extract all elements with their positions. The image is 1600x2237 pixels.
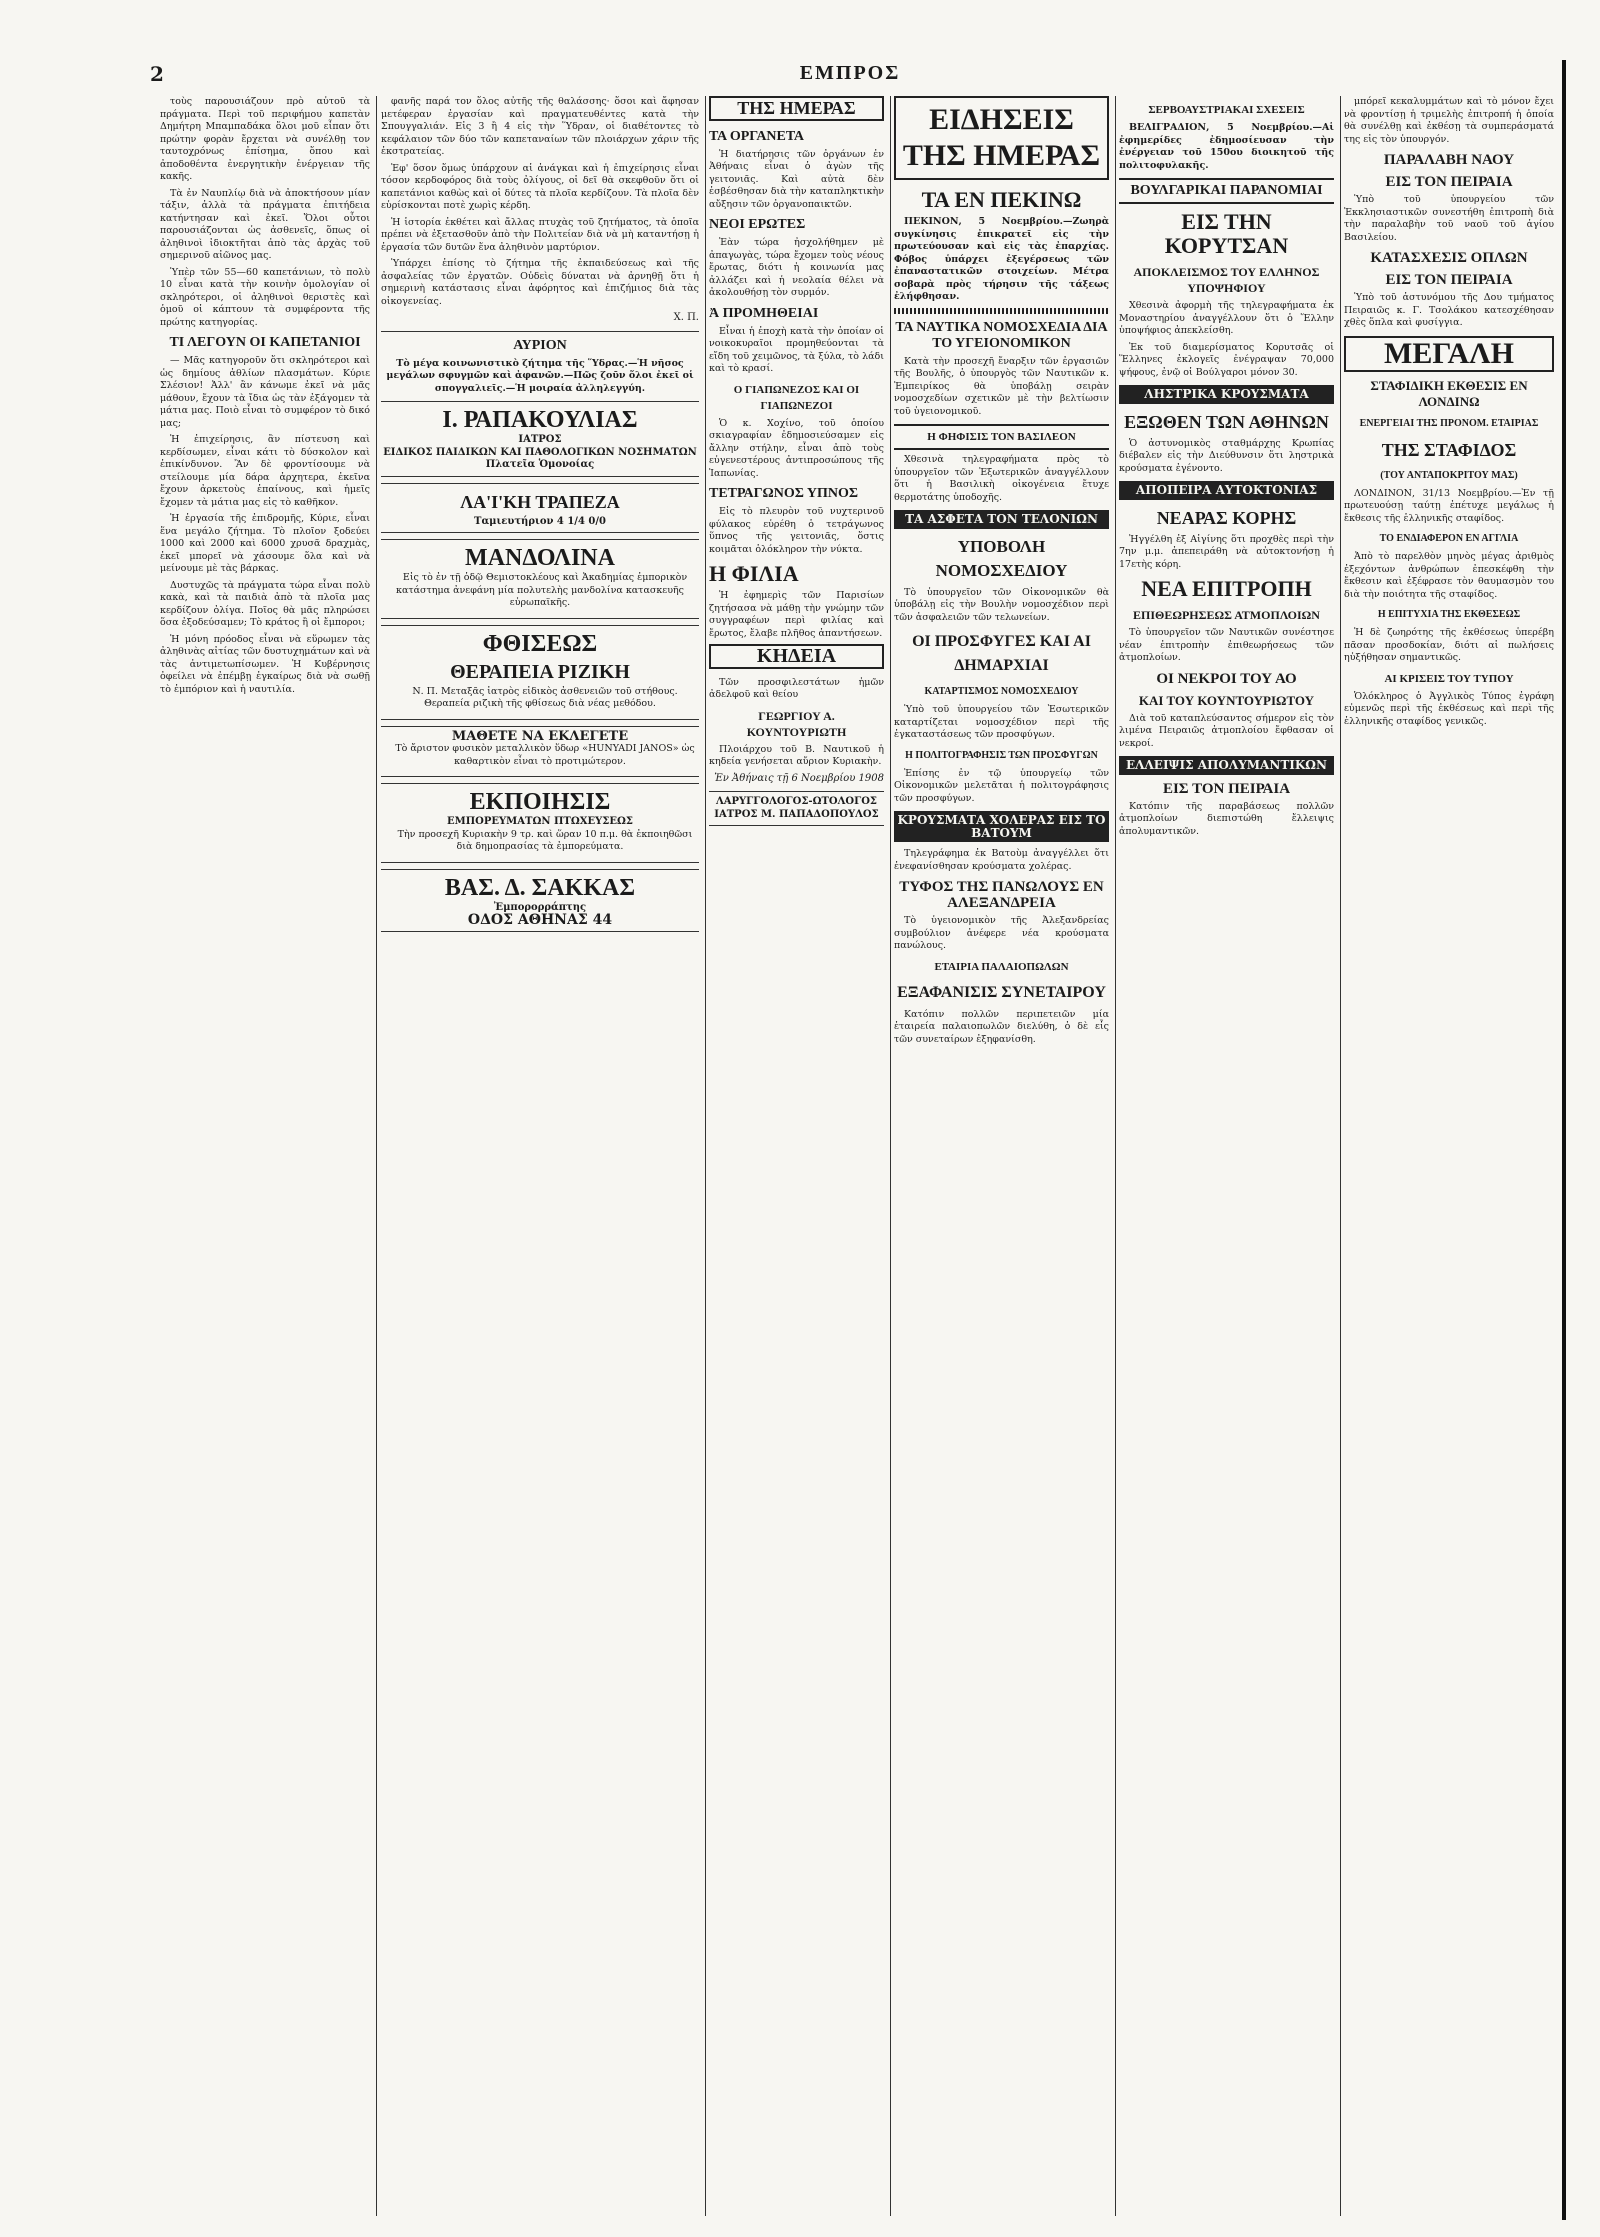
section-subheading: ΑΠΟΚΛΕΙΣΜΟΣ ΤΟΥ ΕΛΛΗΝΟΣ ΥΠΟΨΗΦΙΟΥ bbox=[1133, 265, 1320, 295]
ad-title: ΜΑΝΔΟΛΙΝΑ bbox=[465, 545, 615, 571]
paragraph: Ὑπὸ τοῦ ἀστυνόμου τῆς Δου τμήματος Πειραιῶς κ. Γ. Τσολάκου κατεσχέθησαν χθὲς ὅπλα καὶ φυσίγγια. bbox=[1344, 292, 1554, 328]
section-subheading: ΕΞΑΦΑΝΙΣΙΣ ΣΥΝΕΤΑΙΡΟΥ bbox=[897, 983, 1106, 1001]
section-heading: ΤΥΦΟΣ ΤΗΣ ΠΑΝΩΛΟΥΣ ΕΝ ΑΛΕΞΑΝΔΡΕΙΑ bbox=[899, 879, 1104, 911]
section-subheading: ΕΝΕΡΓΕΙΑΙ ΤΗΣ ΠΡΟΝΟΜ. ΕΤΑΙΡΙΑΣ bbox=[1359, 417, 1539, 429]
section-subheading: ΝΕΑΡΑΣ ΚΟΡΗΣ bbox=[1156, 507, 1297, 528]
section-heading: ΒΟΥΛΓΑΡΙΚΑΙ ΠΑΡΑΝΟΜΙΑΙ bbox=[1119, 178, 1334, 204]
advertisement bbox=[381, 783, 699, 863]
section-banner: ΤΗΣ ΗΜΕΡΑΣ bbox=[709, 96, 884, 121]
column-6 bbox=[1344, 96, 1554, 2216]
section-subheading: ΕΙΣ ΤΗΝ ΚΟΡΥΤΣΑΝ bbox=[1164, 209, 1289, 258]
paragraph: Ὑπὲρ τῶν 55—60 καπετάνιων, τὸ πολὺ 10 εἶναι κατὰ τὴν κοινὴν ὁμολογίαν οἱ σκληρότεροι, οἱ ἀληθινοὶ θεριστὲς καὶ ὁμοῦ οἱ κάπτουν τὰ συμφέροντα τῆς πρώτης κατηγορίας. bbox=[160, 266, 370, 328]
paragraph: Τηλεγράφημα ἐκ Βατοὺμ ἀναγγέλλει ὅτι ἐνεφανίσθησαν κρούσματα χολέρας. bbox=[894, 848, 1109, 872]
section-heading: ΟΙ ΠΡΟΣΦΥΓΕΣ ΚΑΙ ΑΙ ΔΗΜΑΡΧΙΑΙ bbox=[912, 633, 1091, 674]
ad-line: ΟΔΟΣ ΑΘΗΝΑΣ 44 bbox=[467, 912, 613, 928]
column-3 bbox=[709, 96, 891, 2216]
divider bbox=[894, 308, 1109, 314]
paragraph: Εἰς τὸ πλευρὸν τοῦ νυχτερινοῦ φύλακος εὑρέθη ὁ τετράγωνος ὕπνος τῆς γειτονιᾶς, ὅστις κοιμᾶται ὁλόκληρον τὴν νύκτα. bbox=[709, 506, 884, 555]
ad-subtitle: ΘΕΡΑΠΕΙΑ ΡΙΖΙΚΗ bbox=[450, 660, 630, 683]
section-heading: ΕΛΛΕΙΨΙΣ ΑΠΟΛΥΜΑΝΤΙΚΩΝ bbox=[1119, 756, 1334, 775]
paragraph: ΒΕΛΙΓΡΑΔΙΟΝ, 5 Νοεμβρίου.—Αἱ ἐφημερίδες ἐδημοσίευσαν τὴν ἐνέργειαν τοῦ 150ου διοικητοῦ τῆς πολιτοφυλακῆς. bbox=[1119, 122, 1334, 171]
section-heading: ΟΙ ΝΕΚΡΟΙ ΤΟΥ ΑΟ bbox=[1156, 670, 1297, 687]
section-heading: ΛΗΣΤΡΙΚΑ ΚΡΟΥΣΜΑΤΑ bbox=[1119, 385, 1334, 404]
section-heading: ΤΟ ΕΝΔΙΑΦΕΡΟΝ ΕΝ ΑΓΓΛΙΑ bbox=[1379, 533, 1519, 544]
section-heading: ΣΕΡΒΟΑΥΣΤΡΙΑΚΑΙ ΣΧΕΣΕΙΣ bbox=[1148, 104, 1305, 116]
deceased-name: ΓΕΩΡΓΙΟΥ Α. ΚΟΥΝΤΟΥΡΙΩΤΗ bbox=[746, 708, 847, 739]
section-subheading: ΤΗΣ ΣΤΑΦΙΔΟΣ bbox=[1381, 439, 1517, 460]
section-heading: Ο ΓΙΑΠΩΝΕΖΟΣ ΚΑΙ ΟΙ ΓΙΑΠΩΝΕΖΟΙ bbox=[733, 383, 860, 412]
section-heading: ΑΠΟΠΕΙΡΑ ΑΥΤΟΚΤΟΝΙΑΣ bbox=[1119, 481, 1334, 500]
section-heading: ΤΑ ΕΝ ΠΕΚΙΝΩ bbox=[921, 187, 1082, 212]
ad-line: ΕΙΔΙΚΟΣ ΠΑΙΔΙΚΩΝ ΚΑΙ ΠΑΘΟΛΟΓΙΚΩΝ ΝΟΣΗΜΑΤΩΝ bbox=[383, 446, 697, 458]
advertisement bbox=[381, 401, 699, 477]
news-banner: ΕΙΔΗΣΕΙΣ ΤΗΣ ΗΜΕΡΑΣ bbox=[894, 96, 1109, 180]
paragraph: Πλοιάρχου τοῦ Β. Ναυτικοῦ ἡ κηδεία γενήσεται αὔριον Κυριακὴν. bbox=[709, 743, 884, 767]
paragraph: Τὸ ὑπουργεῖον τῶν Ναυτικῶν συνέστησε νέαν ἐπιτροπὴν ἐπιθεωρήσεως τῶν ἀτμοπλοίων. bbox=[1119, 627, 1334, 663]
paragraph: Ὑπὸ τοῦ ὑπουργείου τῶν Ἐκκλησιαστικῶν συνεστήθη ἐπιτροπὴ διὰ τὴν παραλαβὴν τοῦ ναοῦ τοῦ ἁγίου Βασιλείου. bbox=[1344, 194, 1554, 243]
section-subheading: ΣΤΑΦΙΔΙΚΗ ΕΚΘΕΣΙΣ ΕΝ ΛΟΝΔΙΝΩ bbox=[1370, 377, 1528, 409]
paragraph: Κατόπιν τῆς παραβάσεως πολλῶν ἀτμοπλοίων διεπιστώθη ἔλλειψις ἀπολυμαντικῶν. bbox=[1119, 800, 1334, 837]
advertisement bbox=[381, 726, 699, 778]
ad-text: Εἰς τὸ ἐν τῇ ὁδῷ Θεμιστοκλέους καὶ Ἀκαδημίας ἐμπορικὸν κατάστημα ἀνεφάνη μία πολυτελὴς μανδολίνα κατασκευῆς εὐρωπαϊκῆς. bbox=[396, 572, 688, 608]
section-heading: ΤΑ ΟΡΓΑΝΕΤΑ bbox=[709, 128, 804, 144]
section-heading: ΑΙ ΚΡΙΣΕΙΣ ΤΟΥ ΤΥΠΟΥ bbox=[1384, 672, 1514, 685]
paragraph: Ἡ ἐργασία τῆς ἐπιδρομῆς, Κύριε, εἶναι ἕνα μεγάλο ζήτημα. Τὸ πλοῖον ξοδεύει 1000 καὶ 2000 καὶ 6000 χρυσᾶ δραχμὰς, ἐκεῖ μπορεῖ νὰ χάσουμε ὅλα καὶ νὰ μείνουμε μὲ τὰς βάρκας. bbox=[160, 513, 370, 574]
advertisement bbox=[381, 539, 699, 619]
column-1 bbox=[160, 96, 377, 2216]
paragraph: Κατὰ τὴν προσεχῆ ἔναρξιν τῶν ἐργασιῶν τῆς Βουλῆς, ὁ ὑπουργὸς τῶν Ναυτικῶν κ. Ἐμπειρίκος θὰ ὑποβάλῃ σειρὰν νομοσχεδίων σχετικῶν μὲ τὴν βελτίωσιν τοῦ ὑγειονομικοῦ. bbox=[894, 355, 1109, 417]
column-4 bbox=[894, 96, 1116, 2216]
paragraph: Διὰ τοῦ καταπλεύσαντος σήμερον εἰς τὸν λιμένα Πειραιῶς ἀτμοπλοίου ἔφθασαν οἱ νεκροί. bbox=[1119, 712, 1334, 749]
section-heading: ΕΤΑΙΡΙΑ ΠΑΛΑΙΟΠΩΛΩΝ bbox=[934, 960, 1069, 973]
ad-line: Ἐμπορορράπτης bbox=[493, 901, 587, 913]
paragraph: Τὰ ἐν Ναυπλίῳ διὰ νὰ ἀποκτήσουν μίαν τάξιν, ἀλλὰ τὰ πράγματα ἐπιτήδεια κατήντησαν καὶ ἐκεῖ. Ὅλοι οὗτοι παρουσιάζονται ὡς ἀσθενεῖς, ὅπως οἱ ἀληθινοὶ ἰδιοκτῆται ἀπὸ τὰς ἀρχὰς τοῦ σημερινοῦ αἰῶνος μας. bbox=[160, 187, 370, 261]
advertisement bbox=[709, 791, 884, 826]
paragraph: Ἠγγέλθη ἐξ Αἰγίνης ὅτι προχθὲς περὶ τὴν 7ην μ.μ. ἀπεπειράθη νὰ αὐτοκτονήσῃ ἡ 17ετὴς κόρη. bbox=[1119, 533, 1334, 570]
section-subheading: (ΤΟΥ ΑΝΤΑΠΟΚΡΙΤΟΥ ΜΑΣ) bbox=[1380, 469, 1518, 481]
paragraph: Ὁ κ. Χοχίνο, τοῦ ὁποίου σκιαγραφίαν ἐδημοσιεύσαμεν εἰς ἄλλην στήλην, εἶναι ἀπὸ τοὺς εὐγενεστέρους ἀντιπροσώπους τῆς Ἰαπωνίας. bbox=[709, 417, 884, 479]
section-heading: Η ΦΙΛΙΑ bbox=[709, 561, 799, 586]
section-heading: Η ΕΠΙΤΥΧΙΑ ΤΗΣ ΕΚΘΕΣΕΩΣ bbox=[1377, 609, 1521, 620]
paragraph: Τῶν προσφιλεστάτων ἡμῶν ἀδελφοῦ καὶ θείου bbox=[709, 676, 884, 700]
paragraph: Κατόπιν πολλῶν περιπετειῶν μία ἑταιρεία παλαιοπωλῶν διελύθη, ὁ δὲ εἷς τῶν συνεταίρων ἐξηφανίσθη. bbox=[894, 1008, 1109, 1045]
section-subheading: ΕΙΣ ΤΟΝ ΠΕΙΡΑΙΑ bbox=[1385, 272, 1513, 288]
advertisement bbox=[381, 483, 699, 534]
paragraph: Δυστυχῶς τὰ πράγματα τώρα εἶναι πολὺ κακὰ, καὶ τὰ παιδιὰ ἀπὸ τὰ πλοῖα μας κερδίζουν ὀλίγα. Ποῖος θὰ μᾶς πληρώσει ὅσα ἐξοδεύσαμεν; Τὸ κράτος ἢ οἱ ἔμποροι; bbox=[160, 579, 370, 628]
section-subheading: ΕΞΩΘΕΝ ΤΩΝ ΑΘΗΝΩΝ bbox=[1124, 411, 1329, 432]
section-heading: ΚΡΟΥΣΜΑΤΑ ΧΟΛΕΡΑΣ ΕΙΣ ΤΟ ΒΑΤΟΥΜ bbox=[894, 811, 1109, 842]
section-subheading: ΕΙΣ ΤΟΝ ΠΕΙΡΑΙΑ bbox=[1385, 174, 1513, 190]
section-subheading: ΚΑΙ ΤΟΥ ΚΟΥΝΤΟΥΡΙΩΤΟΥ bbox=[1138, 692, 1315, 708]
paragraph: Ἐκ τοῦ διαμερίσματος Κορυτσᾶς οἱ Ἕλληνες ἐκλογεῖς ἐνέγραψαν 70,000 ψήφους, ἐνῷ οἱ Βούλγαροι μόνον 30. bbox=[1119, 341, 1334, 378]
section-subheading: ΚΑΤΑΡΤΙΣΜΟΣ ΝΟΜΟΣΧΕΔΙΟΥ bbox=[924, 686, 1079, 697]
paragraph: τοὺς παρουσιάζουν πρὸ αὐτοῦ τὰ πράγματα. Περὶ τοῦ περιφήμου καπετὰν Δημήτρη Μπαμπαδάκα ὅλοι μοῦ εἶπαν ὅτι πρώτην φορὰν ἔρχεται νὰ συνέλθῃ τον ταυτοχρόνως ἐπίσημα, ὅπου καὶ ἀποδοθέντα ἐνεργητικὴν ἐνέργειαν τῆς κακῆς. bbox=[160, 96, 370, 182]
advertisement bbox=[381, 869, 699, 932]
paragraph: Ἡ ἱστορία ἐκθέτει καὶ ἄλλας πτυχὰς τοῦ ζητήματος, τὰ ὁποῖα πρέπει νὰ ἐξετασθοῦν ἀπὸ τὴν Πολιτείαν διὰ νὰ μὴ καταντήσῃ ἡ ἐργασία τῶν δυτῶν ἕνα ἀληθινὸν μαρτύριον. bbox=[381, 216, 699, 253]
paragraph: Τὸ ὑγειονομικὸν τῆς Ἀλεξανδρείας συμβούλιον ἀνέφερε νέα κρούσματα πανώλους. bbox=[894, 915, 1109, 951]
column-5 bbox=[1119, 96, 1341, 2216]
ad-title: ΜΑΘΕΤΕ ΝΑ ΕΚΛΕΓΕΤΕ bbox=[451, 728, 629, 744]
section-heading: ΑΥΡΙΟΝ bbox=[513, 337, 567, 353]
ad-line: Ταμιευτήριον 4 1/4 0/0 bbox=[474, 515, 606, 527]
paragraph: Ὑπάρχει ἐπίσης τὸ ζήτημα τῆς ἐκπαιδεύσεως καὶ τῆς ἀσφαλείας τῶν ἐργατῶν. Οὐδεὶς δύναται νὰ ἀρνηθῇ ὅτι ἡ σημερινὴ κατάστασις εἶναι ἀφόρητος καὶ ἐπιζήμιος διὰ τὰς οἰκογενείας. bbox=[381, 258, 699, 307]
section-heading: ΤΑ ΝΑΥΤΙΚΑ ΝΟΜΟΣΧΕΔΙΑ ΔΙΑ ΤΟ ΥΓΕΙΟΝΟΜΙΚΟΝ bbox=[895, 319, 1108, 351]
masthead: ΕΜΠΡΟΣ bbox=[799, 62, 901, 84]
page-number: 2 bbox=[150, 62, 164, 86]
paragraph: Χθεσινὰ τηλεγραφήματα πρὸς τὸ ὑπουργεῖον τῶν Ἐξωτερικῶν ἀναγγέλλουν ὅτι ἡ Βασιλικὴ οἰκογένεια ἔτυχε θερμοτάτης ὑποδοχῆς. bbox=[894, 454, 1109, 503]
paragraph: Ἐφ' ὅσον ὅμως ὑπάρχουν αἱ ἀνάγκαι καὶ ἡ ἐπιχείρησις εἶναι τόσον κερδοφόρος διὰ τοὺς ὀλίγους, οἱ δεῖ θὰ σκεφθοῦν ὅτι οἱ καπετάνιοι καθὼς καὶ οἱ δύτες τὰ πλοῖα κερδίζουν. Τὰ πλοῖα δὲν εὑρίσκονται ποτὲ χωρὶς κέρδη. bbox=[381, 162, 699, 211]
paragraph: Ὑπὸ τοῦ ὑπουργείου τῶν Ἐσωτερικῶν καταρτίζεται νομοσχέδιον περὶ τῆς ἐγκαταστάσεως τῶν προσφύγων. bbox=[894, 704, 1109, 740]
ad-title: ΛΑ'Ι'ΚΗ ΤΡΑΠΕΖΑ bbox=[460, 491, 620, 512]
section-heading: ΚΑΤΑΣΧΕΣΙΣ ΟΠΛΩΝ bbox=[1370, 250, 1528, 266]
section-subheading: ΕΙΣ ΤΟΝ ΠΕΙΡΑΙΑ bbox=[1162, 780, 1291, 797]
paragraph: Ἡ δὲ ζωηρότης τῆς ἐκθέσεως ὑπερέβη πᾶσαν προσδοκίαν, διότι αἱ πωλήσεις ηὐξήθησαν σημαντικῶς. bbox=[1344, 627, 1554, 663]
ad-title: ΕΚΠΟΙΗΣΙΣ bbox=[469, 789, 611, 815]
section-heading: ΤΑ ΑΣΦΕΤΑ ΤΟΝ ΤΕΛΟΝΙΩΝ bbox=[894, 510, 1109, 529]
ad-title: Ι. ΡΑΠΑΚΟΥΛΙΑΣ bbox=[442, 407, 638, 433]
section-subheading: ΥΠΟΒΟΛΗ ΝΟΜΟΣΧΕΔΙΟΥ bbox=[935, 536, 1068, 580]
paragraph: ΠΕΚΙΝΟΝ, 5 Νοεμβρίου.—Ζωηρὰ συγκίνησις ἐπικρατεῖ εἰς τὴν πρωτεύουσαν καὶ εἰς τὰς ἐπαρχίας. Φόβος ὑπάρχει ἐξεγέρσεως τῶν ἐπαναστατικῶν στοιχείων. Μέτρα σοβαρὰ πρὸς τήρησιν τῆς τάξεως ἐλήφθησαν. bbox=[894, 216, 1109, 302]
paragraph: Ἡ διατήρησις τῶν ὀργάνων ἐν Ἀθήναις εἶναι ὁ ἀγὼν τῆς γειτονιᾶς. Καὶ αὐτὰ δὲν ἐσβέσθησαν διὰ τὴν καταπληκτικὴν αὔξησιν τῶν ὀργανοπαικτῶν. bbox=[709, 148, 884, 210]
section-heading: ΜΕΓΑΛΗ bbox=[1344, 336, 1554, 372]
column-2 bbox=[381, 96, 706, 2216]
ad-text: Τὴν προσεχῆ Κυριακὴν 9 τρ. καὶ ὥραν 10 π.μ. θὰ ἐκποιηθῶσι διὰ δημοπρασίας τὰ ἐμπορεύματα. bbox=[397, 828, 693, 852]
section-heading: ΤΙ ΛΕΓΟΥΝ ΟΙ ΚΑΠΕΤΑΝΙΟΙ bbox=[169, 335, 361, 350]
section-heading: ΝΕΑ ΕΠΙΤΡΟΠΗ bbox=[1141, 576, 1312, 601]
section-heading: Ἀ ΠΡΟΜΗΘΕΙΑΙ bbox=[709, 305, 819, 321]
ad-line: ΙΑΤΡΟΣ Μ. ΠΑΠΑΔΟΠΟΥΛΟΣ bbox=[714, 808, 879, 820]
paragraph: Ἐπίσης ἐν τῷ ὑπουργείῳ τῶν Οἰκονομικῶν μελετᾶται ἡ πολιτογράφησις τῶν προσφύγων. bbox=[894, 767, 1109, 804]
paragraph: Χθεσινὰ ἀφορμὴ τῆς τηλεγραφήματα ἐκ Μοναστηρίου ἀναγγέλλουν ὅτι ὁ Ἕλλην ὑποψήφιος ἀπεκλείσθη. bbox=[1119, 300, 1334, 336]
paragraph: Ἐὰν τώρα ἠσχολήθημεν μὲ ἀπαγωγὰς, τώρα ἔχομεν τοὺς νέους ἔρωτας, διότι ἡ κοινωνία μας ἀλλάζει καὶ ἡ νεολαία θέλει νὰ ἀκολουθήσῃ τὸν συρμόν. bbox=[709, 237, 884, 298]
paragraph: Ἡ μόνη πρόοδος εἶναι νὰ εὕρωμεν τὰς ἀληθινὰς αἰτίας τῶν δυστυχημάτων καὶ νὰ τὰς ἀντιμετωπίσωμεν. Ἡ Κυβέρνησις ὀφείλει νὰ ἐπέμβῃ ἐγκαίρως διὰ νὰ σωθῇ τὸ ἐμπόριον καὶ ἡ ναυτιλία. bbox=[160, 633, 370, 695]
paragraph: Ὁ ἀστυνομικὸς σταθμάρχης Κρωπίας διέβαλεν εἰς τὴν Διεύθυνσιν ὅτι ληστρικὰ κρούσματα ἐγένοντο. bbox=[1119, 437, 1334, 474]
section-heading: ΝΕΟΙ ΕΡΩΤΕΣ bbox=[709, 217, 806, 232]
paragraph: Εἶναι ἡ ἐποχὴ κατὰ τὴν ὁποίαν οἱ νοικοκυραῖοι προμηθεύονται τὰ εἴδη τοῦ χειμῶνος, τὰ ξύλα, τὸ λάδι καὶ τὸ κρασί. bbox=[709, 325, 884, 374]
section-heading: ΠΑΡΑΛΑΒΗ ΝΑΟΥ bbox=[1383, 152, 1515, 168]
advertisement bbox=[381, 625, 699, 720]
paragraph: φανῆς παρά τον ὅλος αὐτῆς τῆς θαλάσσης· ὅσοι καὶ ἄφησαν μετέφεραν ἐργασίαν καὶ πραγματευθέντες κατὰ τὴν Σπουγγαλιάν. Εἰς 3 ἢ 4 εἰς τὴν Ὕδραν, οἱ διαθέτοντες τὸ κεφάλαιον τῶν δύο τῶν καπεταναίων τῶν πλοιάρχων χάριν τῆς ἐκστρατείας. bbox=[381, 96, 699, 157]
notice-date: Ἐν Ἀθήναις τῇ 6 Νοεμβρίου 1908 bbox=[714, 772, 884, 784]
ad-title: ΒΑΣ. Δ. ΣΑΚΚΑΣ bbox=[444, 874, 636, 901]
section-subheading: ΕΠΙΘΕΩΡΗΣΕΩΣ ΑΤΜΟΠΛΟΙΩΝ bbox=[1133, 608, 1320, 622]
ad-line: ΕΜΠΟΡΕΥΜΑΤΩΝ ΠΤΩΧΕΥΣΕΩΣ bbox=[447, 816, 633, 827]
section-heading: Η ΦΗΦΙΣΙΣ ΤΟΝ ΒΑΣΙΛΕΟΝ bbox=[894, 424, 1109, 450]
paragraph: Ἡ ἐπιχείρησις, ἂν πίστευση καὶ κερδίσωμεν, εἶναι κάτι τὸ δύσκολον καὶ ἐπικίνδυνον. Ἂν δὲ φροντίσουμε νὰ στείλουμε μία δάρα ἀρχητερα, ἐκεῖνα ἔχουν ἀρκετοὺς ἐπαίνους, καὶ ἡμεῖς ἔχομεν τὰ μάτια μας εἰς τὸ καθῆκον. bbox=[160, 434, 370, 508]
paragraph: — Μᾶς κατηγοροῦν ὅτι σκληρότεροι καὶ ὡς δημίους ἀθλίων πλασμάτων. Κύριε Σλέσιον! Ἀλλ' ἂν κάνωμε ἐκεῖ νὰ μᾶς μάθουν, ἔχουν τὰ ἴδια ὡς τὰν ἐξάγομεν τὰ μάτια μας. Ποιὸ εἶναι τὸ συμφέρον τὸ δικό μας; bbox=[160, 355, 370, 429]
paragraph: Τὸ ὑπουργεῖον τῶν Οἰκονομικῶν θὰ ὑποβάλῃ εἰς τὴν Βουλὴν νομοσχέδιον περὶ τῶν ἀσφαλειῶν τῶν τελωνείων. bbox=[894, 586, 1109, 623]
paragraph: Ἀπὸ τὸ παρελθὸν μηνὸς μέγας ἀριθμὸς ἐξεχόντων ἀνθρώπων ἐπεσκέφθη τὴν ἔκθεσιν καὶ ἐξέφρασε τὸν θαυμασμὸν του διὰ τὴν ποιότητα τῆς σταφίδος. bbox=[1344, 551, 1554, 600]
section-heading: Η ΠΟΛΙΤΟΓΡΑΦΗΣΙΣ ΤΩΝ ΠΡΟΣΦΥΓΩΝ bbox=[905, 749, 1098, 761]
ad-title: ΛΑΡΥΓΓΟΛΟΓΟΣ-ΩΤΟΛΟΓΟΣ bbox=[716, 796, 877, 807]
paragraph: Ὁλόκληρος ὁ Ἀγγλικὸς Τύπος ἐγράφη εὐμενῶς περὶ τῆς ἐκθέσεως καὶ περὶ τῆς ἑλληνικῆς σταφίδος γενικῶς. bbox=[1344, 690, 1554, 727]
ad-title: ΦΘΙΣΕΩΣ bbox=[482, 630, 598, 657]
page-edge-rule bbox=[1562, 60, 1586, 2220]
ad-text: Ν. Π. Μεταξᾶς ἰατρὸς εἰδικὸς ἀσθενειῶν τοῦ στήθους. Θεραπεία ριζικὴ τῆς φθίσεως διὰ νέας μεθόδου. bbox=[412, 685, 678, 709]
paragraph: Ἡ ἐφημερὶς τῶν Παρισίων ζητήσασα νὰ μάθῃ τὴν γνώμην τῶν συγγραφέων περὶ φιλίας καὶ ἔρωτος, ἔλαβε πλῆθος ἀπαντήσεων. bbox=[709, 590, 884, 639]
ad-text: Τὸ ἄριστον φυσικὸν μεταλλικὸν ὕδωρ «HUNYADI JANOS» ὡς καθαρτικὸν εἶναι τὸ προτιμώτερον. bbox=[395, 743, 695, 767]
teaser: Τὸ μέγα κοινωνιστικὸ ζήτημα τῆς Ὕδρας.—Ἡ νῆσος μεγάλων σφυγμῶν καὶ ἀφανῶν.—Πῶς ζοῦν ὅλοι ἐκεῖ οἱ σπογγαλιεῖς.—Ἡ μοιραία ἀλληλεγγύη. bbox=[386, 357, 694, 394]
ad-line: ΙΑΤΡΟΣ bbox=[518, 434, 562, 445]
section-heading: ΤΕΤΡΑΓΩΝΟΣ ΥΠΝΟΣ bbox=[709, 486, 859, 501]
paragraph: ΛΟΝΔΙΝΟΝ, 31/13 Νοεμβρίου.—Ἐν τῇ πρωτευούσῃ ταύτῃ ἐπέτυχε μεγάλως ἡ ἔκθεσις τῆς ἑλληνικῆς σταφίδος. bbox=[1344, 487, 1554, 524]
ad-line: Πλατεῖα Ὁμονοίας bbox=[485, 459, 595, 470]
funeral-banner: ΚΗΔΕΙΑ bbox=[709, 644, 884, 669]
divider bbox=[381, 331, 699, 332]
author-signature: Χ. Π. bbox=[673, 312, 699, 323]
paragraph: μπόρεῖ κεκαλυμμάτων καὶ τὸ μόνον ἔχει νὰ φροντίσῃ ἡ τριμελὴς ἐπιτροπή ἡ ὁποία θὰ συνέλθῃ καὶ ἐκθέσῃ τὰ συμπεράσματά της εἰς τὸν ὑπουργόν. bbox=[1344, 96, 1554, 145]
